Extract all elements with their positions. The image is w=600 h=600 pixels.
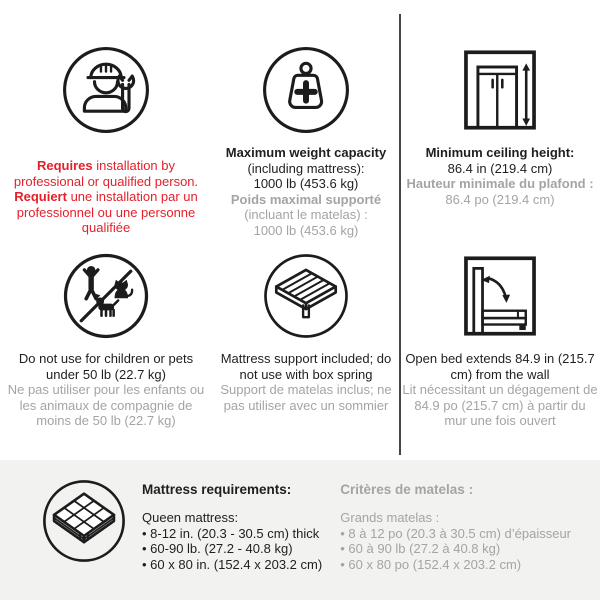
kettlebell-weight-plus-icon [260,44,352,136]
max-weight-text [226,145,386,239]
panel-mattress-support [212,230,400,460]
ceiling-height-text [406,145,593,207]
max-weight-fr-line3: 1000 lb (453.6 kg) [253,222,359,238]
max-weight-en-line2: (including mattress): [247,160,365,176]
wardrobe-ceiling-height-arrow-icon [454,44,546,136]
ceiling-fr-value: 86.4 po (219.4 cm) [445,191,555,207]
slatted-mattress-support-icon [261,250,351,342]
no-children-or-pets-prohibited-icon [61,250,151,342]
open-bed-en: Open bed extends 84.9 in (215.7 cm) from the wall [405,351,595,382]
mattress-requirements-section [0,460,600,600]
mattress-fr-item-weight: • 60 à 90 lb (27.2 à 40.8 kg) [340,541,600,557]
mattress-support-text [212,351,400,413]
mattress-fr-item-size: • 60 x 80 po (152.4 x 203.2 cm) [340,557,600,573]
open-bed-text [402,351,598,429]
ceiling-fr-title: Hauteur minimale du plafond : [406,176,594,192]
panel-no-children-pets [0,230,212,460]
panel-ceiling-height [400,0,600,230]
max-weight-en-line3: 1000 lb (453.6 kg) [253,176,359,192]
max-weight-en-title: Maximum weight capacity [225,145,387,160]
installation-fr-bold: Requiert [14,189,67,205]
mattress-fr-item-thickness: • 8 à 12 po (20.3 à 30.5 cm) d’épaisseur [340,526,600,542]
wall-bed-opening-arrow-icon [454,250,546,342]
mattress-en-item-weight: • 60-90 lb. (27.2 - 40.8 kg) [142,541,338,557]
mattress-requirements-en [142,482,338,600]
installation-text [4,158,208,236]
no-children-text [4,351,208,429]
panel-installation [0,0,212,236]
installation-fr-rest: une installation par un professionnel ou une personne qualifiée [16,189,198,236]
quilted-mattress-icon [40,477,128,600]
max-weight-fr-title: Poids maximal supporté [230,191,382,207]
mattress-requirements-title-fr: Critères de matelas : [340,482,474,497]
panel-max-weight [212,0,400,238]
panel-open-bed [400,230,600,460]
installation-en-bold: Requires [36,158,93,173]
max-weight-fr-line2: (incluant le matelas) : [244,207,368,223]
open-bed-fr: Lit nécessitant un dégagement de 84.9 po (215.7 cm) à partir du mur une fois ouvert [402,382,598,429]
no-children-fr: Ne pas utiliser pour les enfants ou les animaux de compagnie de moins de 50 lb (22.7 kg) [7,382,205,429]
ceiling-en-value: 86.4 in (219.4 cm) [447,160,553,176]
installation-en-rest: installation by professional or qualified person. [13,158,199,189]
mattress-en-item-thickness: • 8-12 in. (20.3 - 30.5 cm) thick [142,526,338,542]
no-children-en: Do not use for children or pets under 50 lb (22.7 kg) [18,351,194,382]
mattress-support-en: Mattress support included; do not use with box spring [220,351,392,382]
mattress-requirements-fr [340,482,600,600]
installer-with-hard-hat-and-wrench-icon [60,44,152,136]
ceiling-en-title: Minimum ceiling height: [425,145,575,160]
mattress-support-fr: Support de matelas inclus; ne pas utiliser avec un sommier [220,382,392,413]
mattress-en-item-size: • 60 x 80 in. (152.4 x 203.2 cm) [142,557,338,573]
mattress-requirements-title-en: Mattress requirements: [142,482,292,497]
vertical-divider-line [399,14,401,455]
queen-mattress-subtitle: Queen mattress: [142,510,239,525]
grands-matelas-subtitle: Grands matelas : [340,510,440,525]
